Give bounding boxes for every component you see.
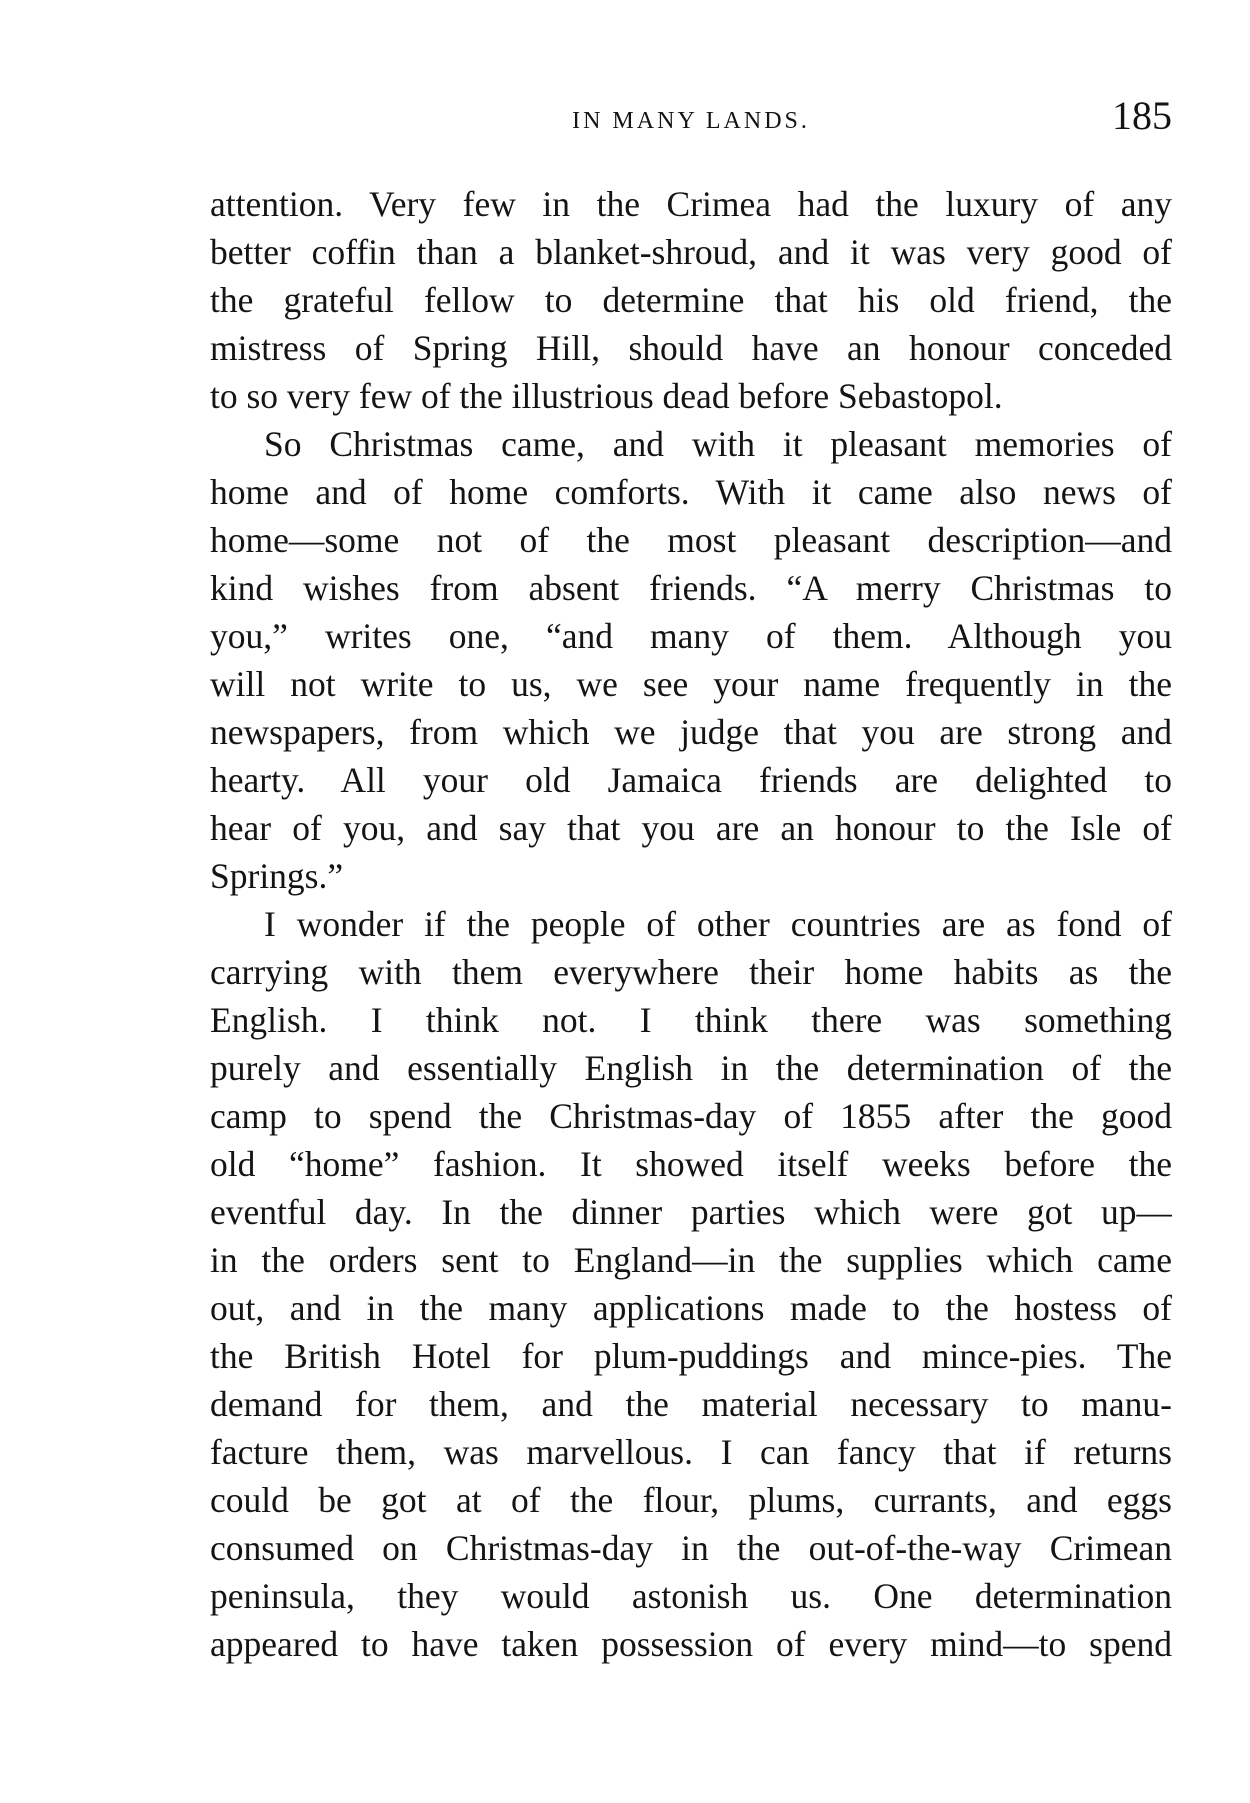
- text-line: home—some not of the most pleasant description—and: [210, 520, 1172, 560]
- running-head: IN MANY LANDS.: [572, 108, 810, 134]
- text-line: consumed on Christmas-day in the out-of-the-way Crimean: [210, 1528, 1172, 1568]
- text-line: could be got at of the flour, plums, currants, and eggs: [210, 1480, 1172, 1520]
- text-line: the British Hotel for plum-puddings and mince-pies. The: [210, 1336, 1172, 1376]
- text-line: in the orders sent to England—in the supplies which came: [210, 1240, 1172, 1280]
- text-line: out, and in the many applications made to the hostess of: [210, 1288, 1172, 1328]
- text-line: I wonder if the people of other countries are as fond of: [264, 904, 1172, 944]
- text-line: to so very few of the illustrious dead before Sebastopol.: [210, 376, 1003, 416]
- text-line: demand for them, and the material necessary to manu-: [210, 1384, 1172, 1424]
- text-line: will not write to us, we see your name frequently in the: [210, 664, 1172, 704]
- text-line: mistress of Spring Hill, should have an honour conceded: [210, 328, 1172, 368]
- text-line: facture them, was marvellous. I can fancy that if returns: [210, 1432, 1172, 1472]
- text-line: old “home” fashion. It showed itself weeks before the: [210, 1144, 1172, 1184]
- text-line: English. I think not. I think there was something: [210, 1000, 1172, 1040]
- text-line: Springs.”: [210, 856, 344, 896]
- text-line: hearty. All your old Jamaica friends are delighted to: [210, 760, 1172, 800]
- text-line: hear of you, and say that you are an honour to the Isle of: [210, 808, 1172, 848]
- text-line: purely and essentially English in the determination of the: [210, 1048, 1172, 1088]
- text-line: newspapers, from which we judge that you are strong and: [210, 712, 1172, 752]
- book-page: [210, 92, 1172, 1668]
- text-line: peninsula, they would astonish us. One determination: [210, 1576, 1172, 1616]
- page-number: 185: [1112, 93, 1172, 138]
- text-line: you,” writes one, “and many of them. Although you: [210, 616, 1172, 656]
- text-line: So Christmas came, and with it pleasant memories of: [264, 424, 1172, 464]
- text-line: kind wishes from absent friends. “A merry Christmas to: [210, 568, 1172, 608]
- text-line: the grateful fellow to determine that his old friend, the: [210, 280, 1172, 320]
- text-line: home and of home comforts. With it came also news of: [210, 472, 1172, 512]
- page-header: [210, 92, 1172, 152]
- text-line: better coffin than a blanket-shroud, and it was very good of: [210, 232, 1172, 272]
- text-line: attention. Very few in the Crimea had the luxury of any: [210, 184, 1172, 224]
- text-line: eventful day. In the dinner parties which were got up—: [210, 1192, 1172, 1232]
- text-line: appeared to have taken possession of every mind—to spend: [210, 1624, 1172, 1664]
- text-line: carrying with them everywhere their home habits as the: [210, 952, 1172, 992]
- body-text: [210, 180, 1172, 1668]
- text-line: camp to spend the Christmas-day of 1855 after the good: [210, 1096, 1172, 1136]
